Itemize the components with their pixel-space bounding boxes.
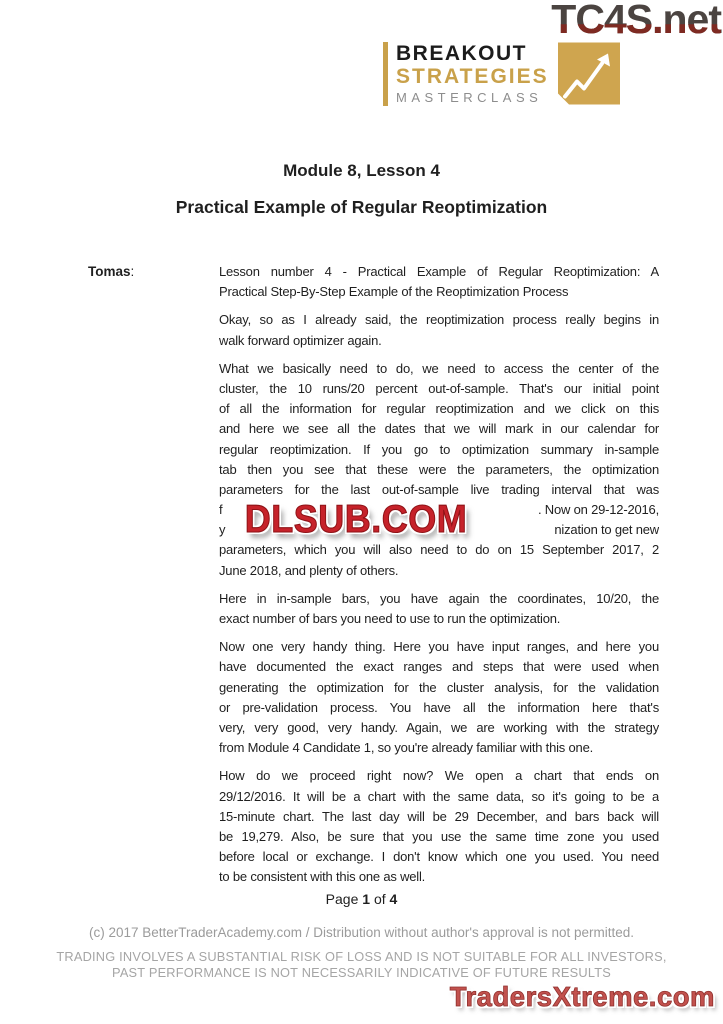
speaker-label [88,262,219,282]
text-line: be 19,279. Also, be sure that you use the same time zone you used [219,828,659,844]
text-line: Practical Step-By-Step Example of the Reoptimization Process [219,284,569,300]
text-line: before local or exchange. I don't know which one you used. You need [219,849,659,865]
copyright-notice: (c) 2017 BetterTraderAcademy.com / Distribution without author's approval is not permitted. [88,925,635,940]
text-line: regular reoptimization. If you go to optimization summary in-sample [219,441,659,457]
text-line: cluster, the 10 runs/20 percent out-of-sample. That's our initial point [219,380,659,396]
text-line: tab then you see that these were the parameters, the optimization [219,461,659,477]
text-line: to be consistent with this one as well. [219,869,426,885]
paragraph [219,262,659,302]
text-line: very, very good, very handy. Again, we are working with the strategy [219,719,659,735]
speaker-colon: : [130,264,135,279]
text-fragment: nization to get new [554,522,659,538]
transcript [88,262,659,895]
transcript-paragraphs [219,262,659,895]
text-line: Here in in-sample bars, you have again the coordinates, 10/20, the [219,590,659,606]
text-line: 29/12/2016. It will be a chart with the same data, so it's going to be a [219,788,659,804]
paragraph [219,359,659,581]
paragraph [219,766,659,887]
risk-disclaimer-line2: PAST PERFORMANCE IS NOT NECESSARILY INDICATIVE OF FUTURE RESULTS [112,965,611,980]
text-fragment: . Now on 29-12-2016, [537,502,659,518]
text-line: have documented the exact ranges and steps that were used when [219,659,659,675]
page-current: 1 [362,891,371,907]
logo-gold-bar [383,42,388,106]
risk-disclaimer-line1: TRADING INVOLVES A SUBSTANTIAL RISK OF LOSS AND IS NOT SUITABLE FOR ALL INVESTORS, [56,949,667,964]
text-line: Lesson number 4 - Practical Example of Regular Reoptimization: A [219,264,659,279]
text-line: from Module 4 Candidate 1, so you're already familiar with this one. [219,740,594,756]
text-line: exact number of bars you need to use to run the optimization. [219,611,561,626]
text-line: or pre-validation process. You have all the information here that's [219,699,659,715]
text-line: June 2018, and plenty of others. [219,562,399,578]
text-line: Now one very handy thing. Here you have input ranges, and here you [219,639,659,655]
text-line: What we basically need to do, we need to access the center of the [219,360,659,376]
paragraph [219,589,659,629]
text-line: and here we see all the dates that we will mark in our calendar for [219,421,659,437]
text-line: parameters, which you will also need to do on 15 September 2017, 2 [219,542,659,558]
page-word: Page [325,891,363,907]
logo-text [396,42,549,106]
tradersxtreme-logo: TradersXtreme.com [449,981,715,1012]
lesson-title: Module 8, Lesson 4 [283,161,440,180]
paragraph [219,637,659,758]
text-line: Okay, so as I already said, the reoptimization process really begins in [219,312,659,328]
page-total: 4 [389,891,398,907]
text-fragment: f [219,502,223,518]
tc4s-logo: TC4S.net TC4S.net [551,0,721,43]
text-fragment: y [219,522,226,538]
text-line: parameters for the last out-of-sample live trading interval that was [219,481,659,497]
logo-line-strategies: STRATEGIES [396,65,549,88]
page-number [0,891,723,907]
text-line: How do we proceed right now? We open a chart that ends on [219,768,659,784]
page-of: of [370,891,390,907]
lesson-subtitle: Practical Example of Regular Reoptimization [175,197,548,217]
text-line: 15-minute chart. The last day will be 29 December, and bars back will [219,808,659,824]
text-line: generating the optimization for the cluster analysis, for the validation [219,679,659,695]
upward-trend-arrow-icon [558,42,620,105]
text-line: walk forward optimizer again. [219,332,382,348]
breakout-strategies-logo [383,42,620,106]
speaker-name: Tomas [88,264,131,279]
logo-line-masterclass: MASTERCLASS [396,90,543,105]
text-line: of all the information for regular reoptimization and we click on this [219,401,659,417]
dlsub-watermark: DLSUB.COM [244,496,468,541]
paragraph [219,310,659,350]
logo-line-breakout: BREAKOUT [396,42,527,65]
